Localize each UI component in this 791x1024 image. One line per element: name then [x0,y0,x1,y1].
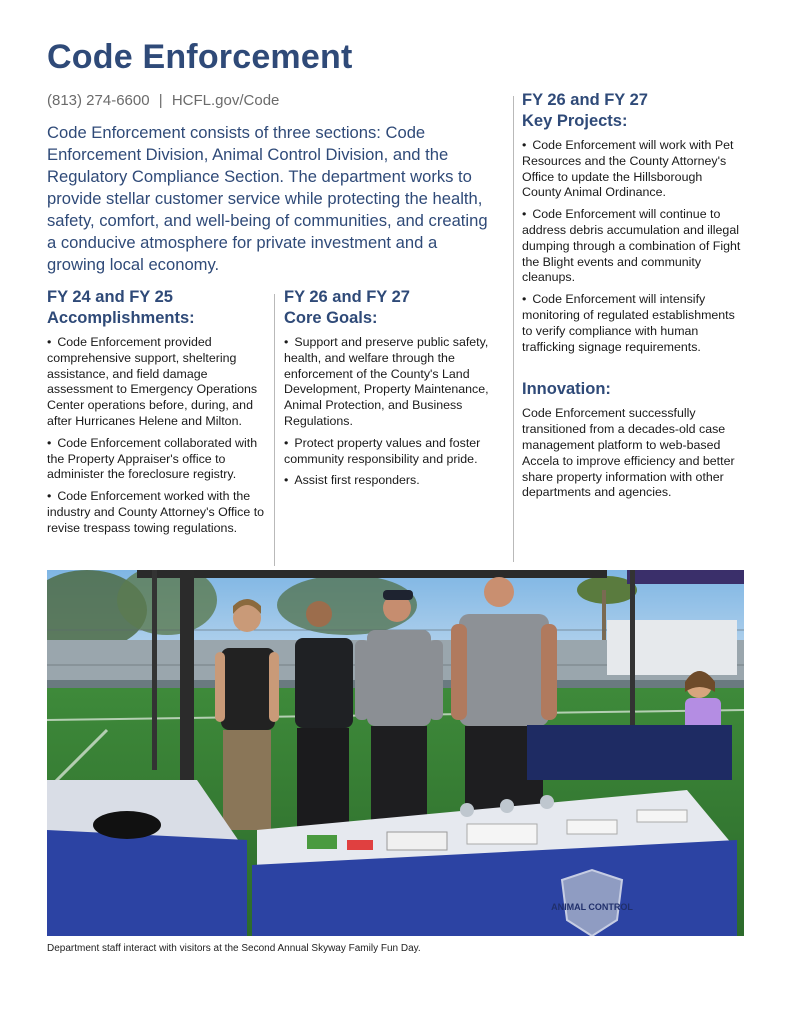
key-projects-section [522,90,744,501]
badge-label: ANIMAL CONTROL [551,902,633,912]
key-projects-list [522,138,744,355]
bullet: • [284,473,289,488]
innovation-text: Code Enforcement successfully transitioned from a decades-old case management platform to web-based Accela to improve efficiency and better share property information with other departments and agencies. [522,406,735,500]
list-item: • Code Enforcement worked with the industry and County Attorney's Office to revise trespass towing regulations. [47,489,265,535]
core-goals-section [284,287,508,495]
list-item: • Code Enforcement collaborated with the Property Appraiser's office to administer the foreclosure registry. [47,435,258,482]
column-divider [513,96,514,562]
bullet: • [47,435,52,450]
core-goals-heading: FY 26 and FY 27 Core Goals: [284,288,410,327]
bullet: • [522,138,527,152]
bullet: • [284,335,289,349]
phone-number: (813) 274-6600 [47,92,150,109]
innovation-heading: Innovation: [522,380,611,399]
photo-caption: Department staff interact with visitors at the Second Annual Skyway Family Fun Day. [47,943,421,954]
list-item: • Code Enforcement provided comprehensive support, sheltering assistance, and field damage assessment to Emergency Operations Center operations before, during, and after Hurricanes Helene and Milton. [47,335,258,428]
column-divider [274,294,275,566]
core-goals-list [284,335,508,489]
accomplishments-heading: FY 24 and FY 25 Accomplishments: [47,288,195,327]
page-title: Code Enforcement [47,38,353,76]
bullet: • [47,489,52,504]
contact-separator: | [158,92,163,109]
list-item: • Assist first responders. [284,473,420,488]
list-item: • Support and preserve public safety, health, and welfare through the enforcement of the County's Land Development, Property Maintenance, Animal Protection, and Business Regulations. [284,335,489,428]
website-link[interactable]: HCFL.gov/Code [171,92,280,109]
accomplishments-section [47,287,273,543]
bullet: • [522,292,527,307]
list-item: • Protect property values and foster community responsibility and pride. [284,435,481,466]
list-item: • Code Enforcement will intensify monitoring of regulated establishments to verify compliance with human trafficking signage requirements. [522,292,735,354]
list-item: • Code Enforcement will work with Pet Resources and the County Attorney's Office to update the Hillsborough County Animal Ordinance. [522,138,734,200]
bullet: • [522,207,527,222]
event-photo [47,570,744,936]
staff-member [451,577,557,826]
contact-line [47,92,279,109]
bullet: • [47,335,52,349]
accomplishments-list [47,335,273,537]
photo-illustration [47,570,744,936]
intro-paragraph: Code Enforcement consists of three sections: Code Enforcement Division, Animal Control Division, and the Regulatory Compliance Section. The department works to provide stellar customer service while protecting the health, safety, comfort, and well-being of communities, and creating a conducive atmosphere for private investment and a growing local economy. [47,123,488,274]
list-item: • Code Enforcement will continue to address debris accumulation and illegal dumping through a combination of Fight the Blight events and community cleanups. [522,207,741,285]
key-projects-heading: FY 26 and FY 27 Key Projects: [522,91,648,130]
innovation-section [522,379,744,501]
bullet: • [284,435,289,450]
